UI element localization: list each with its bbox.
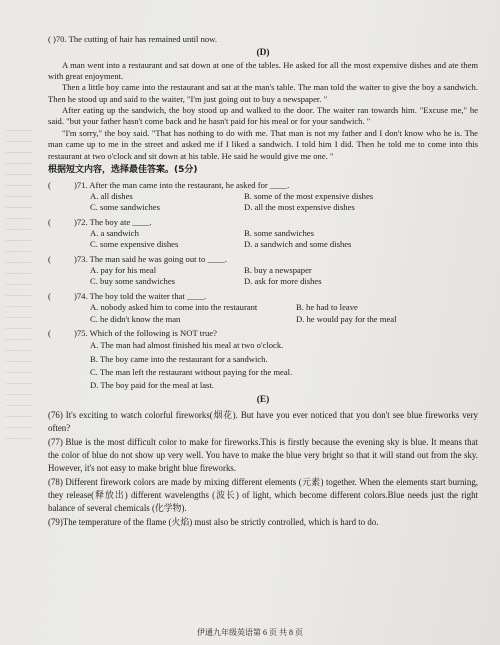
e-paragraph-76: (76) It's exciting to watch colorful fireworks(烟花). But have you ever noticed that you don't see blue fireworks very often?	[48, 409, 478, 434]
option-b: B. buy a newspaper	[244, 265, 312, 276]
e-paragraph-79: (79)The temperature of the flame (火焰) must also be strictly controlled, which is hard to do.	[48, 516, 379, 527]
option-a: A. a sandwich	[90, 228, 139, 239]
option-c: C. he didn't know the man	[90, 313, 181, 324]
option-c: C. some expensive dishes	[90, 239, 179, 250]
option-a: A. all dishes	[90, 191, 133, 202]
option-d: D. The boy paid for the meal at last.	[90, 380, 214, 391]
passage-paragraph: "I'm sorry," the boy said. "That has nothing to do with me. That man is not my father and I don't know who he is. The man came up to me in the street and asked me if I liked a sandwich. I told him I did. Then he told me to come into this restaurant at two o'clock and sit down at his table. He said he would give me one. "	[48, 127, 478, 161]
option-a: A. pay for his meal	[90, 265, 157, 276]
option-b: B. some sandwiches	[244, 228, 314, 239]
option-c: C. some sandwiches	[90, 202, 160, 213]
option-d: D. ask for more dishes	[244, 276, 322, 287]
option-a: A. nobody asked him to come into the restaurant	[90, 302, 258, 313]
e-paragraph-78: (78) Different firework colors are made by mixing different elements (元素) together. When the elements start burning, they release(释放出) different wavelengths (波长) of light, which become different colors.Blue needs just the right balance of several chemicals (化学物).	[48, 476, 478, 514]
option-b: B. some of the most expensive dishes	[244, 191, 374, 202]
passage-paragraph: A man went into a restaurant and sat down at one of the tables. He asked for all the most expensive dishes and ate them with great enjoyment.	[48, 59, 478, 82]
answer-bracket: (	[48, 216, 51, 227]
question-stem: )71. After the man came into the restaurant, he asked for ____.	[74, 179, 290, 190]
question-72	[48, 217, 478, 251]
question-stem: )72. The boy ate ____.	[74, 216, 152, 227]
question-stem: )74. The boy told the waiter that ____.	[74, 290, 207, 301]
page-footer: 伊通九年级英语第 6 页 共 8 页	[197, 628, 303, 638]
answer-bracket: (	[48, 253, 51, 264]
question-70: ( )70. The cutting of hair has remained until now.	[48, 34, 217, 44]
question-stem: )75. Which of the following is NOT true?	[74, 327, 217, 338]
instruction: 根据短文内容，选择最佳答案。(5分)	[48, 164, 198, 175]
option-b: B. The boy came into the restaurant for a sandwich.	[90, 353, 268, 364]
option-d: D. all the most expensive dishes	[244, 202, 355, 213]
option-c: C. buy some sandwiches	[90, 276, 175, 287]
answer-bracket: (	[48, 327, 51, 338]
question-73	[48, 254, 478, 288]
option-c: C. The man left the restaurant without paying for the meal.	[90, 366, 293, 377]
answer-bracket: (	[48, 290, 51, 301]
option-a: A. The man had almost finished his meal at two o'clock.	[90, 340, 284, 351]
answer-bracket: (	[48, 179, 51, 190]
e-paragraph-77: (77) Blue is the most difficult color to make for fireworks.This is firstly because the evening sky is blue. It means that the color of blue do not show up very well. You have to make the blue very bright so that it will stand out from the sky. However, it's not easy to make bright blue fireworks.	[48, 436, 478, 474]
question-74	[48, 291, 478, 325]
passage-paragraph: Then a little boy came into the restaurant and sat at the man's table. The man told the waiter to give the boy a sandwich. Then he stood up and said to the waiter, "I'm just going out to buy a newspaper. "	[48, 82, 478, 104]
section-e-text	[48, 409, 478, 529]
show-through-margin	[6, 120, 32, 440]
question-71	[48, 180, 478, 214]
option-d: D. he would pay for the meal	[296, 313, 397, 324]
question-stem: )73. The man said he was going out to ____.	[74, 253, 227, 264]
option-b: B. he had to leave	[296, 302, 358, 313]
section-e-heading: (E)	[256, 395, 270, 406]
option-d: D. a sandwich and some dishes	[244, 239, 352, 250]
passage-paragraph: After eating up the sandwich, the boy stood up and walked to the door. The waiter ran towards him. "Excuse me," he said. "but your father hasn't come back and he hasn't paid for his meal or for your sandwich. "	[48, 105, 478, 127]
question-75	[48, 328, 478, 393]
section-d-heading: (D)	[256, 48, 270, 59]
